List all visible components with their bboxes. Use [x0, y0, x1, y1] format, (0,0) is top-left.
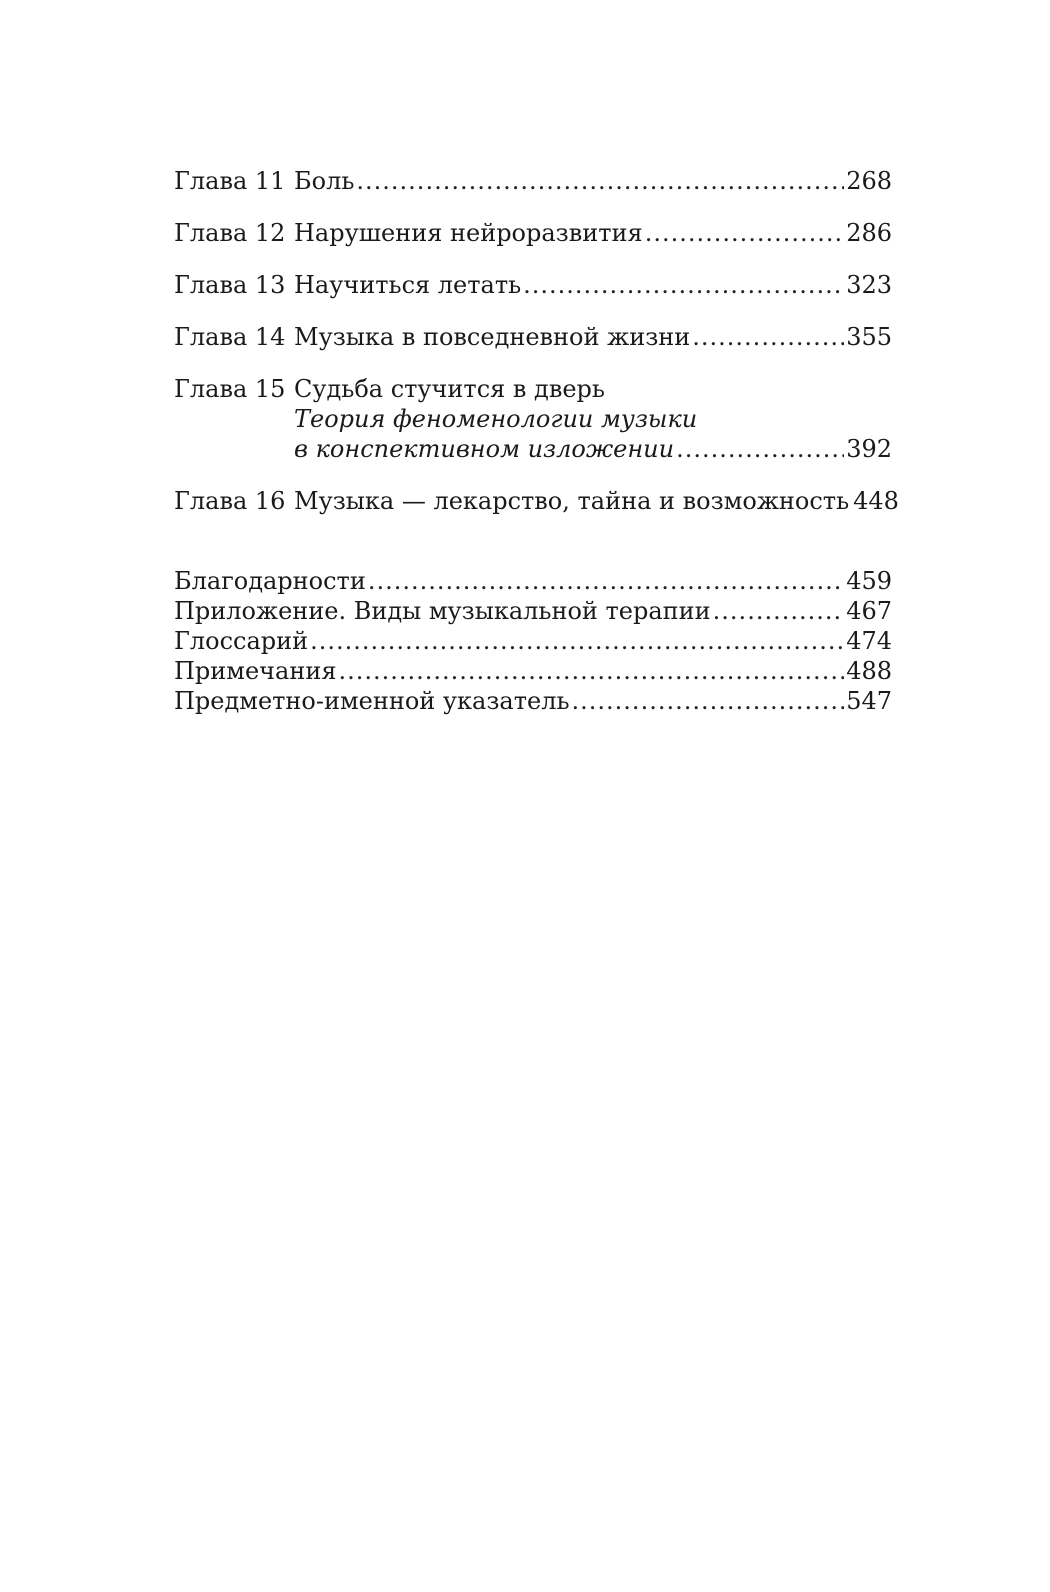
toc-entry-line [294, 166, 892, 196]
entry-title: Предметно-именной указатель [174, 687, 570, 715]
toc-entry-line [294, 218, 892, 248]
page-number: 547 [846, 687, 892, 715]
page-number: 448 [853, 487, 899, 515]
page-number: 268 [846, 167, 892, 195]
toc-entry-line [294, 486, 899, 516]
toc-chapter-13 [174, 270, 892, 300]
toc-chapter-15 [174, 374, 892, 464]
toc-chapter-11 [174, 166, 892, 196]
chapter-number: Глава 16 [174, 487, 286, 515]
toc-chapter-12 [174, 218, 892, 248]
toc-chapter-16 [174, 486, 899, 516]
toc-entry-line [294, 322, 892, 352]
page-number: 392 [846, 435, 892, 463]
chapter-number: Глава 13 [174, 271, 286, 299]
entry-title: Приложение. Виды музыкальной терапии [174, 597, 711, 625]
page-number: 286 [846, 219, 892, 247]
entry-title: Примечания [174, 657, 337, 685]
toc-back-matter-entry [174, 626, 892, 656]
chapter-title: Судьба стучится в дверь [294, 375, 605, 403]
table-of-contents [174, 166, 899, 716]
chapter-subtitle: Теория феноменологии музыки [294, 405, 698, 433]
dot-leader [310, 626, 844, 656]
chapter-number: Глава 11 [174, 167, 286, 195]
dot-leader [645, 218, 844, 248]
chapter-number: Глава 12 [174, 219, 286, 247]
entry-title: Благодарности [174, 567, 366, 595]
chapter-subtitle-continued: в конспективном изложении [294, 435, 675, 463]
toc-back-matter-entry [174, 566, 892, 596]
dot-leader [676, 434, 844, 464]
back-matter [174, 566, 892, 716]
toc-back-matter-entry [174, 686, 892, 716]
chapter-title: Музыка в повседневной жизни [294, 323, 691, 351]
chapter-title: Музыка — лекарство, тайна и возможность [294, 487, 850, 515]
toc-back-matter-entry [174, 656, 892, 686]
chapter-title: Нарушения нейроразвития [294, 219, 643, 247]
toc-entry-line [294, 434, 892, 464]
page-number: 467 [846, 597, 892, 625]
chapter-number: Глава 14 [174, 323, 286, 351]
page-number: 488 [846, 657, 892, 685]
page-number: 323 [846, 271, 892, 299]
page-number: 474 [846, 627, 892, 655]
dot-leader [713, 596, 845, 626]
chapter-title: Научиться летать [294, 271, 522, 299]
dot-leader [523, 270, 844, 300]
dot-leader [338, 656, 844, 686]
dot-leader [572, 686, 845, 716]
page-number: 459 [846, 567, 892, 595]
chapter-title: Боль [294, 167, 355, 195]
dot-leader [368, 566, 844, 596]
toc-back-matter-entry [174, 596, 892, 626]
entry-title: Глоссарий [174, 627, 309, 655]
dot-leader [356, 166, 844, 196]
toc-entry-line [294, 270, 892, 300]
dot-leader [692, 322, 844, 352]
toc-chapter-14 [174, 322, 892, 352]
chapter-number: Глава 15 [174, 375, 286, 403]
page-number: 355 [846, 323, 892, 351]
